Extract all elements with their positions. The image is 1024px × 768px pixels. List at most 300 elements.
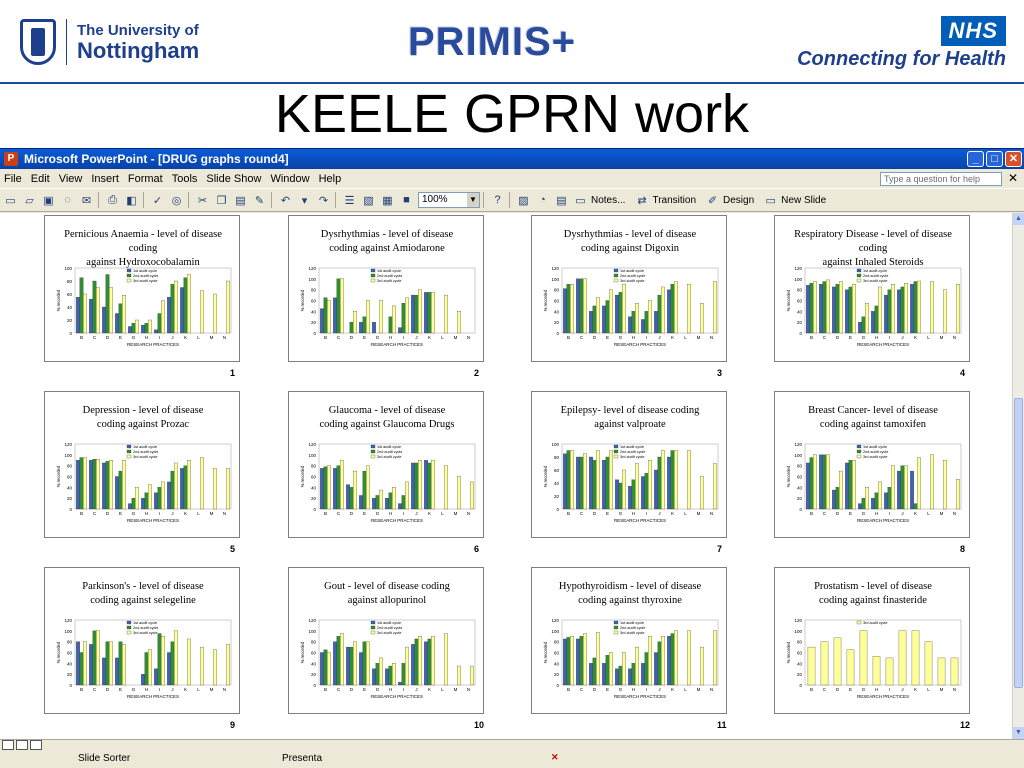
design-button[interactable]: Design [723,194,755,206]
email-icon[interactable]: ✉ [81,194,92,207]
y-tick-label: 0 [799,507,802,512]
toolbar-separator [509,192,510,208]
bar [917,281,920,333]
bar [444,634,447,685]
bar [925,642,932,685]
y-tick-label: 120 [794,442,802,447]
y-tick-label: 100 [64,452,72,458]
slide-number: 12 [960,720,971,730]
menu-window[interactable]: Window [270,173,310,185]
x-tick-label: M [209,687,214,692]
y-tick-label: 120 [308,442,316,447]
y-tick-label: 100 [794,452,802,458]
bar [648,460,651,509]
x-tick-label: N [709,687,714,692]
notes-icon[interactable]: ▭ [575,194,586,207]
bar [713,631,716,685]
bar [213,294,216,333]
menu-file[interactable]: File [4,173,22,185]
bar [353,642,356,685]
x-axis-label: RESEARCH PRACTICES [856,694,910,699]
x-tick-label: L [684,335,687,340]
x-tick-label: L [927,687,930,692]
toolbar-separator [335,192,336,208]
bar [576,639,579,685]
x-tick-label: K [427,335,432,340]
bar [385,669,388,685]
slide-thumbnail-11[interactable] [531,567,727,714]
bar [359,322,362,333]
x-tick-label: K [183,335,188,340]
bar [145,653,148,686]
slide-title-line: Gout - level of disease coding [324,581,450,592]
x-tick-label: B [323,511,328,516]
new-icon[interactable]: ▭ [5,194,16,207]
bar [836,487,839,509]
y-tick-label: 20 [66,318,72,323]
legend-label: 2nd audit cycle [133,274,159,278]
y-tick-label: 100 [551,276,559,282]
zoom-dropdown-icon[interactable]: ▼ [467,193,479,207]
bar [622,653,625,686]
x-tick-label: I [645,335,648,340]
bar [106,642,109,685]
undo-icon[interactable]: ↶ [280,194,291,207]
vertical-scrollbar[interactable] [1012,213,1024,739]
x-tick-label: B [566,335,571,340]
x-tick-label: B [809,335,814,340]
bar [865,303,868,333]
menu-tools[interactable]: Tools [171,173,198,185]
slide-thumbnail-10[interactable] [288,567,484,714]
bar [615,480,618,509]
bar [115,314,118,334]
bar [609,290,612,333]
x-tick-label: K [427,511,432,516]
color-grayscale-icon[interactable]: ■ [403,194,410,206]
undo-dropdown-icon[interactable]: ▾ [301,194,308,207]
slide-thumbnail-5[interactable] [44,391,240,538]
menu-edit[interactable]: Edit [30,173,50,185]
slide-thumbnail-7[interactable] [531,391,727,538]
bar [119,304,122,333]
bar [836,284,839,333]
legend-label: 1st audit cycle [377,269,402,273]
expand-all-icon[interactable]: ☰ [344,194,355,207]
bar [405,482,408,509]
cut-icon[interactable]: ✂ [197,194,208,207]
legend-swatch [371,631,375,634]
bar [845,463,848,509]
y-tick-label: 0 [556,683,559,688]
bar [628,486,631,509]
legend-label: 2nd audit cycle [620,450,646,454]
x-tick-label: B [79,511,84,516]
transition-icon[interactable]: ⇄ [637,194,647,207]
x-axis-label: RESEARCH PRACTICES [613,694,667,699]
menu-help[interactable]: Help [318,173,342,185]
slide-chart [532,392,728,539]
bar [76,297,79,333]
bar [602,460,605,509]
x-tick-label: E [605,335,610,340]
legend-swatch [371,274,375,277]
x-tick-label: D [349,687,354,692]
bar [359,495,362,509]
bar [671,284,674,333]
x-tick-label: I [158,511,161,516]
bar [135,487,138,509]
slide-show-view-icon[interactable] [30,740,42,750]
bar [200,647,203,685]
bar [444,466,447,509]
bar [154,330,157,333]
y-tick-label: 120 [308,266,316,271]
bar [428,292,431,333]
x-tick-label: G [131,335,136,340]
bar [589,311,592,333]
x-tick-label: G [861,687,866,692]
slide-thumbnail-12[interactable] [774,567,970,714]
copy-icon[interactable]: ❐ [216,194,227,207]
save-icon[interactable]: ▣ [43,194,54,207]
x-tick-label: H [874,511,879,516]
y-tick-label: 80 [553,455,559,460]
slide-thumbnail-2[interactable] [288,215,484,362]
bar [845,290,848,333]
x-tick-label: D [835,687,840,692]
open-icon[interactable]: ▱ [25,194,34,207]
bar [563,454,566,509]
legend-label: 3rd audit cycle [863,279,888,283]
logo-divider [66,19,67,65]
bar [641,477,644,510]
bar [154,669,157,685]
x-tick-label: J [171,511,174,516]
bar [596,298,599,333]
y-axis-label: % recorded [786,465,791,488]
menu-format[interactable]: Format [127,173,163,185]
print-preview-icon[interactable]: ◧ [126,194,137,207]
y-tick-label: 20 [310,496,316,502]
legend-label: 2nd audit cycle [863,274,889,278]
paste-icon[interactable]: ▤ [235,194,246,207]
bar [596,451,599,510]
bar [333,468,336,509]
x-tick-label: N [222,335,227,340]
bar [658,642,661,685]
y-tick-label: 80 [310,287,316,293]
research-icon[interactable]: ◎ [171,194,182,207]
bar [888,487,891,509]
scroll-up-icon[interactable]: ▲ [1013,213,1024,225]
x-tick-label: B [323,335,328,340]
close-button[interactable]: ✕ [1005,151,1022,167]
y-tick-label: 20 [553,494,559,499]
x-tick-label: M [939,511,944,516]
legend-label: 2nd audit cycle [377,274,403,278]
normal-view-icon[interactable] [2,740,14,750]
x-tick-label: M [696,511,701,516]
bar [589,663,592,685]
x-tick-label: M [939,687,944,692]
y-tick-label: 100 [308,628,316,634]
y-tick-label: 40 [310,309,316,315]
slide-title-line: Hypothyroidism - level of disease [558,581,702,592]
slide-title-line: coding against finasteride [819,595,927,606]
legend-label: 1st audit cycle [377,445,402,449]
bar [567,284,570,333]
bar [226,468,229,509]
show-formatting-icon[interactable]: ▧ [363,194,374,207]
bar [667,290,670,333]
x-tick-label: G [861,335,866,340]
y-tick-label: 80 [796,463,802,469]
bar [389,493,392,509]
bar [363,471,366,509]
scrollbar-thumb[interactable] [1014,398,1023,688]
bar [213,468,216,509]
y-tick-label: 100 [64,266,72,271]
legend-swatch [371,269,375,272]
bar [83,294,86,333]
legend-swatch [614,269,618,272]
bar [823,455,826,509]
document-close-icon[interactable]: ✕ [1007,171,1018,185]
slide-title-line: against Hydroxocobalamin [86,257,200,268]
bar [602,306,605,333]
slide-thumbnail-4[interactable] [774,215,970,362]
bar [606,457,609,509]
legend-swatch [371,279,375,282]
permission-icon[interactable]: ◌ [64,194,71,206]
x-tick-label: B [566,511,571,516]
x-tick-label: I [645,687,648,692]
x-tick-label: N [466,687,471,692]
bar [174,463,177,509]
bar [115,477,118,510]
x-tick-label: L [927,511,930,516]
legend-label: 1st audit cycle [620,445,645,449]
bar [819,284,822,333]
bar [132,498,135,509]
help-search-input[interactable]: Type a question for help [880,172,1002,186]
status-template: Presenta [282,753,323,764]
design-icon[interactable]: ✐ [707,194,718,207]
x-tick-label: E [848,511,853,516]
print-icon[interactable]: ⎙ [108,193,117,206]
spelling-icon[interactable]: ✓ [152,194,163,207]
bar [713,464,716,510]
bar [832,287,835,333]
bar [424,642,427,685]
bar [122,295,125,333]
bar [674,282,677,333]
bar [398,682,401,685]
bar [80,458,83,509]
bar [700,303,703,333]
x-axis-label: RESEARCH PRACTICES [370,342,424,347]
bar [849,460,852,509]
x-tick-label: J [415,335,418,340]
bar [187,639,190,685]
slide-thumbnail-6[interactable] [288,391,484,538]
slide-chart [289,568,485,715]
slide-title-line: coding against Digoxin [581,243,679,254]
rehearse-timings-icon[interactable]: ◔ [539,194,546,206]
x-axis-label: RESEARCH PRACTICES [370,694,424,699]
menu-insert[interactable]: Insert [91,173,119,185]
bar [606,655,609,685]
transition-button[interactable]: Transition [652,194,697,206]
x-tick-label: E [605,687,610,692]
bar [128,504,131,509]
summary-slide-icon[interactable]: ▤ [556,194,567,207]
bar [119,642,122,685]
y-tick-label: 60 [553,650,559,656]
bar [904,283,907,333]
y-tick-label: 100 [551,442,559,447]
bar [658,457,661,509]
x-tick-label: D [592,335,597,340]
new-slide-button[interactable]: New Slide [781,194,827,206]
slide-title-line: Dysrhythmias - level of disease [320,229,454,240]
bar [813,455,816,509]
x-tick-label: K [670,335,675,340]
bar [615,669,618,685]
bar [884,493,887,509]
y-tick-label: 100 [551,628,559,634]
legend-label: 3rd audit cycle [133,279,158,283]
bar [171,471,174,509]
x-axis-label: RESEARCH PRACTICES [370,518,424,523]
scroll-down-icon[interactable]: ▼ [1013,727,1024,739]
bar [402,663,405,685]
bar [713,282,716,333]
bar [609,653,612,686]
slide-thumbnail-8[interactable] [774,391,970,538]
bar [148,650,151,685]
minimize-button[interactable]: _ [967,151,984,167]
y-tick-label: 120 [794,618,802,623]
bar [930,455,933,509]
bar [327,301,330,334]
slide-title-line: against valproate [594,419,666,430]
help-icon[interactable]: ? [494,194,501,206]
bar [674,631,677,685]
bar [847,650,854,685]
maximize-button[interactable]: □ [986,151,1003,167]
y-tick-label: 120 [64,442,72,447]
zoom-select[interactable] [418,192,480,208]
bar [109,642,112,685]
x-tick-label: G [375,687,380,692]
slide-thumbnail-3[interactable] [531,215,727,362]
bar [83,458,86,509]
bar [89,644,92,685]
bar [635,303,638,333]
bar [405,647,408,685]
bar [102,658,105,685]
bar [576,279,579,333]
bar [431,636,434,685]
bar [810,283,813,333]
slide-number: 8 [960,544,966,554]
bar [187,275,190,334]
slide-thumbnail-1[interactable] [44,215,240,362]
menu-view[interactable]: View [58,173,83,185]
y-tick-label: 120 [64,618,72,623]
bar [346,485,349,509]
bar [671,451,674,510]
bar [158,487,161,509]
y-tick-label: 80 [796,287,802,293]
bar [350,322,353,333]
format-painter-icon[interactable]: ✎ [254,194,265,207]
x-tick-label: C [579,511,584,516]
new-slide-icon[interactable]: ▭ [765,194,776,207]
bar [583,279,586,333]
x-tick-label: E [848,335,853,340]
hide-slide-icon[interactable]: ▨ [518,194,529,207]
y-tick-label: 80 [553,639,559,645]
x-tick-label: M [453,335,458,340]
bar [956,479,959,509]
y-axis-label: % recorded [786,641,791,664]
y-tick-label: 40 [796,485,802,491]
bar [858,504,861,509]
y-tick-label: 80 [310,639,316,645]
slide-sorter-view-icon[interactable] [16,740,28,750]
y-axis-label: % recorded [56,641,61,664]
legend-label: 2nd audit cycle [377,626,403,630]
bar [593,460,596,509]
bar [606,301,609,334]
bar [80,278,83,333]
bar [826,280,829,333]
bar [379,490,382,509]
y-tick-label: 20 [553,672,559,678]
bar [226,644,229,685]
powerpoint-app-icon[interactable]: P [4,152,18,166]
x-tick-label: H [631,511,636,516]
bar [320,468,323,509]
bar [213,650,216,685]
grid-icon[interactable]: ▦ [382,194,393,207]
notes-button[interactable]: Notes... [591,194,626,206]
x-tick-label: I [402,335,405,340]
menu-slide-show[interactable]: Slide Show [206,173,262,185]
bar [580,457,583,509]
x-tick-label: J [658,335,661,340]
slide-sorter-pane[interactable] [0,213,1012,739]
legend-swatch [857,445,861,448]
y-tick-label: 0 [799,331,802,336]
bar [563,639,566,685]
bar [337,279,340,333]
redo-icon[interactable]: ↷ [318,194,329,207]
bar [813,282,816,333]
slide-thumbnail-9[interactable] [44,567,240,714]
y-tick-label: 120 [308,618,316,623]
x-axis-label: RESEARCH PRACTICES [126,694,180,699]
slide-title-line: Pernicious Anaemia - level of disease coding [64,229,222,254]
bar [615,295,618,333]
x-axis-label: RESEARCH PRACTICES [613,518,667,523]
bar [826,455,829,509]
legend-swatch [614,621,618,624]
y-axis-label: % recorded [543,641,548,664]
